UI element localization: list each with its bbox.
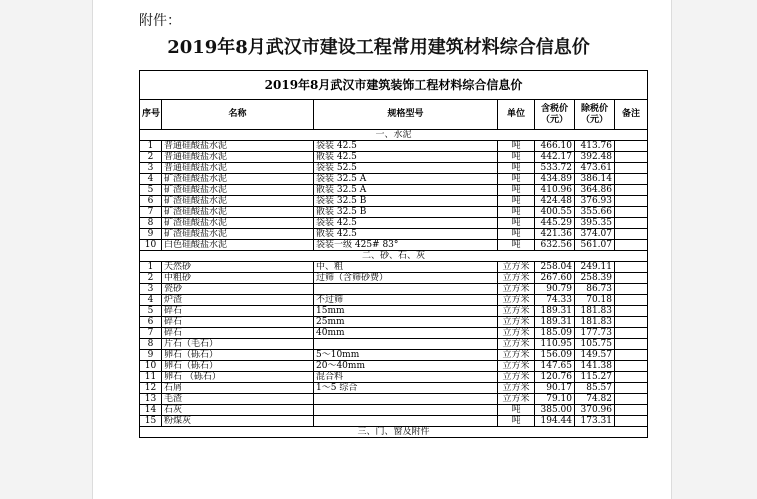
cell-price-tax: 189.31 bbox=[535, 317, 575, 328]
cell-no: 5 bbox=[140, 185, 162, 196]
cell-name: 碎石 bbox=[162, 328, 314, 339]
table-body bbox=[140, 130, 648, 438]
cell-spec: 1～5 综合 bbox=[314, 383, 498, 394]
cell-remark bbox=[615, 306, 648, 317]
table-row bbox=[140, 240, 648, 251]
cell-name: 普通硅酸盐水泥 bbox=[162, 163, 314, 174]
header-price-tax: 含税价（元） bbox=[535, 100, 575, 130]
cell-unit: 立方米 bbox=[498, 339, 535, 350]
cell-name: 毛渣 bbox=[162, 394, 314, 405]
table-row bbox=[140, 317, 648, 328]
cell-unit: 吨 bbox=[498, 207, 535, 218]
cell-price-notax: 141.38 bbox=[575, 361, 615, 372]
cell-name: 天然砂 bbox=[162, 262, 314, 273]
cell-price-notax: 395.35 bbox=[575, 218, 615, 229]
cell-no: 1 bbox=[140, 141, 162, 152]
table-row bbox=[140, 361, 648, 372]
cell-price-notax: 355.66 bbox=[575, 207, 615, 218]
table-row bbox=[140, 262, 648, 273]
table-row bbox=[140, 152, 648, 163]
cell-price-notax: 364.86 bbox=[575, 185, 615, 196]
cell-spec: 不过筛 bbox=[314, 295, 498, 306]
cell-price-notax: 85.57 bbox=[575, 383, 615, 394]
table-row bbox=[140, 339, 648, 350]
table-row bbox=[140, 185, 648, 196]
cell-spec: 过筛（含筛砂费） bbox=[314, 273, 498, 284]
cell-price-notax: 561.07 bbox=[575, 240, 615, 251]
cell-no: 3 bbox=[140, 163, 162, 174]
cell-no: 9 bbox=[140, 350, 162, 361]
cell-price-notax: 181.83 bbox=[575, 306, 615, 317]
header-price-notax: 除税价（元） bbox=[575, 100, 615, 130]
cell-unit: 吨 bbox=[498, 416, 535, 427]
cell-price-tax: 90.17 bbox=[535, 383, 575, 394]
price-table bbox=[139, 70, 648, 438]
cell-spec: 散装 32.5 B bbox=[314, 207, 498, 218]
cell-unit: 立方米 bbox=[498, 350, 535, 361]
cell-price-tax: 400.55 bbox=[535, 207, 575, 218]
cell-price-notax: 74.82 bbox=[575, 394, 615, 405]
cell-price-notax: 413.76 bbox=[575, 141, 615, 152]
cell-unit: 吨 bbox=[498, 152, 535, 163]
cell-remark bbox=[615, 361, 648, 372]
cell-spec: 中、粗 bbox=[314, 262, 498, 273]
cell-unit: 立方米 bbox=[498, 295, 535, 306]
table-title: 2019年8月武汉市建筑装饰工程材料综合信息价 bbox=[140, 71, 648, 100]
cell-no: 6 bbox=[140, 196, 162, 207]
cell-name: 卵石 （砾石） bbox=[162, 372, 314, 383]
cell-price-notax: 249.11 bbox=[575, 262, 615, 273]
cell-name: 矿渣硅酸盐水泥 bbox=[162, 207, 314, 218]
cell-price-tax: 466.10 bbox=[535, 141, 575, 152]
cell-name: 粉煤灰 bbox=[162, 416, 314, 427]
cell-no: 4 bbox=[140, 295, 162, 306]
table-row bbox=[140, 306, 648, 317]
cell-remark bbox=[615, 273, 648, 284]
table-row bbox=[140, 163, 648, 174]
cell-unit: 立方米 bbox=[498, 328, 535, 339]
cell-spec: 袋装 52.5 bbox=[314, 163, 498, 174]
cell-unit: 吨 bbox=[498, 141, 535, 152]
header-unit: 单位 bbox=[498, 100, 535, 130]
cell-remark bbox=[615, 416, 648, 427]
header-name: 名称 bbox=[162, 100, 314, 130]
cell-spec: 散装 32.5 A bbox=[314, 185, 498, 196]
cell-no: 7 bbox=[140, 207, 162, 218]
cell-spec: 40mm bbox=[314, 328, 498, 339]
cell-spec bbox=[314, 405, 498, 416]
cell-price-notax: 473.61 bbox=[575, 163, 615, 174]
cell-unit: 立方米 bbox=[498, 284, 535, 295]
cell-price-notax: 258.39 bbox=[575, 273, 615, 284]
cell-remark bbox=[615, 405, 648, 416]
cell-name: 石灰 bbox=[162, 405, 314, 416]
cell-spec: 20～40mm bbox=[314, 361, 498, 372]
cell-spec: 袋装一级 425# 83° bbox=[314, 240, 498, 251]
cell-remark bbox=[615, 163, 648, 174]
cell-name: 矿渣硅酸盐水泥 bbox=[162, 174, 314, 185]
cell-name: 中粗砂 bbox=[162, 273, 314, 284]
cell-remark bbox=[615, 372, 648, 383]
cell-price-tax: 632.56 bbox=[535, 240, 575, 251]
table-row bbox=[140, 350, 648, 361]
cell-price-tax: 445.29 bbox=[535, 218, 575, 229]
cell-unit: 立方米 bbox=[498, 394, 535, 405]
cell-price-notax: 376.93 bbox=[575, 196, 615, 207]
section-row bbox=[140, 251, 648, 262]
cell-spec bbox=[314, 284, 498, 295]
cell-remark bbox=[615, 196, 648, 207]
cell-price-tax: 410.96 bbox=[535, 185, 575, 196]
cell-remark bbox=[615, 262, 648, 273]
table-row bbox=[140, 383, 648, 394]
cell-name: 矿渣硅酸盐水泥 bbox=[162, 185, 314, 196]
cell-no: 6 bbox=[140, 317, 162, 328]
table-row bbox=[140, 405, 648, 416]
cell-remark bbox=[615, 328, 648, 339]
cell-price-notax: 392.48 bbox=[575, 152, 615, 163]
cell-price-tax: 90.79 bbox=[535, 284, 575, 295]
cell-name: 白色硅酸盐水泥 bbox=[162, 240, 314, 251]
cell-name: 碎石 bbox=[162, 306, 314, 317]
cell-remark bbox=[615, 394, 648, 405]
cell-remark bbox=[615, 350, 648, 361]
cell-price-tax: 194.44 bbox=[535, 416, 575, 427]
attachment-label: 附件： bbox=[139, 13, 181, 29]
cell-unit: 立方米 bbox=[498, 372, 535, 383]
table-row bbox=[140, 207, 648, 218]
cell-spec: 5～10mm bbox=[314, 350, 498, 361]
cell-spec: 25mm bbox=[314, 317, 498, 328]
cell-remark bbox=[615, 185, 648, 196]
cell-spec: 15mm bbox=[314, 306, 498, 317]
cell-spec: 袋装 32.5 A bbox=[314, 174, 498, 185]
cell-price-tax: 120.76 bbox=[535, 372, 575, 383]
cell-no: 3 bbox=[140, 284, 162, 295]
cell-remark bbox=[615, 339, 648, 350]
cell-remark bbox=[615, 295, 648, 306]
cell-price-tax: 533.72 bbox=[535, 163, 575, 174]
cell-remark bbox=[615, 229, 648, 240]
cell-spec bbox=[314, 339, 498, 350]
cell-unit: 吨 bbox=[498, 185, 535, 196]
cell-price-notax: 115.27 bbox=[575, 372, 615, 383]
cell-spec: 散装 42.5 bbox=[314, 152, 498, 163]
cell-price-tax: 434.89 bbox=[535, 174, 575, 185]
cell-no: 8 bbox=[140, 339, 162, 350]
cell-name: 碎石 bbox=[162, 317, 314, 328]
section-row bbox=[140, 427, 648, 438]
cell-unit: 立方米 bbox=[498, 273, 535, 284]
cell-price-notax: 386.14 bbox=[575, 174, 615, 185]
cell-price-tax: 147.65 bbox=[535, 361, 575, 372]
cell-price-tax: 189.31 bbox=[535, 306, 575, 317]
section-title: 一、水泥 bbox=[140, 130, 648, 141]
cell-no: 13 bbox=[140, 394, 162, 405]
cell-price-tax: 185.09 bbox=[535, 328, 575, 339]
cell-name: 炉渣 bbox=[162, 295, 314, 306]
cell-remark bbox=[615, 141, 648, 152]
section-title: 三、门、窗及附件 bbox=[140, 427, 648, 438]
cell-price-tax: 421.36 bbox=[535, 229, 575, 240]
cell-unit: 吨 bbox=[498, 218, 535, 229]
cell-name: 瓷砂 bbox=[162, 284, 314, 295]
cell-price-notax: 105.75 bbox=[575, 339, 615, 350]
cell-price-notax: 181.83 bbox=[575, 317, 615, 328]
cell-spec: 散装 42.5 bbox=[314, 229, 498, 240]
cell-no: 8 bbox=[140, 218, 162, 229]
table-row bbox=[140, 141, 648, 152]
table-row bbox=[140, 174, 648, 185]
cell-price-tax: 258.04 bbox=[535, 262, 575, 273]
cell-unit: 吨 bbox=[498, 174, 535, 185]
cell-price-tax: 385.00 bbox=[535, 405, 575, 416]
table-row bbox=[140, 372, 648, 383]
cell-no: 5 bbox=[140, 306, 162, 317]
section-title: 二、砂、石、灰 bbox=[140, 251, 648, 262]
cell-name: 矿渣硅酸盐水泥 bbox=[162, 229, 314, 240]
table-row bbox=[140, 218, 648, 229]
cell-unit: 立方米 bbox=[498, 317, 535, 328]
cell-price-notax: 177.73 bbox=[575, 328, 615, 339]
cell-spec: 袋装 32.5 B bbox=[314, 196, 498, 207]
cell-remark bbox=[615, 240, 648, 251]
cell-name: 卵石（砾石） bbox=[162, 350, 314, 361]
header-remark: 备注 bbox=[615, 100, 648, 130]
cell-price-tax: 79.10 bbox=[535, 394, 575, 405]
cell-name: 卵石（砾石） bbox=[162, 361, 314, 372]
header-no: 序号 bbox=[140, 100, 162, 130]
cell-price-notax: 374.07 bbox=[575, 229, 615, 240]
cell-price-tax: 424.48 bbox=[535, 196, 575, 207]
header-spec: 规格型号 bbox=[314, 100, 498, 130]
cell-remark bbox=[615, 174, 648, 185]
cell-no: 7 bbox=[140, 328, 162, 339]
cell-unit: 立方米 bbox=[498, 306, 535, 317]
cell-name: 矿渣硅酸盐水泥 bbox=[162, 196, 314, 207]
cell-unit: 立方米 bbox=[498, 361, 535, 372]
table-row bbox=[140, 273, 648, 284]
cell-unit: 吨 bbox=[498, 196, 535, 207]
cell-no: 10 bbox=[140, 361, 162, 372]
document-title: 2019年8月武汉市建设工程常用建筑材料综合信息价 bbox=[167, 37, 590, 58]
cell-remark bbox=[615, 383, 648, 394]
table-row bbox=[140, 229, 648, 240]
section-row bbox=[140, 130, 648, 141]
table-row bbox=[140, 328, 648, 339]
cell-spec: 袋装 42.5 bbox=[314, 218, 498, 229]
cell-price-tax: 110.95 bbox=[535, 339, 575, 350]
cell-unit: 吨 bbox=[498, 405, 535, 416]
cell-remark bbox=[615, 284, 648, 295]
cell-unit: 立方米 bbox=[498, 383, 535, 394]
cell-unit: 吨 bbox=[498, 229, 535, 240]
table-row bbox=[140, 416, 648, 427]
cell-remark bbox=[615, 207, 648, 218]
cell-spec: 混合料 bbox=[314, 372, 498, 383]
cell-price-tax: 267.60 bbox=[535, 273, 575, 284]
cell-name: 矿渣硅酸盐水泥 bbox=[162, 218, 314, 229]
cell-no: 1 bbox=[140, 262, 162, 273]
cell-no: 9 bbox=[140, 229, 162, 240]
cell-price-notax: 370.96 bbox=[575, 405, 615, 416]
cell-no: 11 bbox=[140, 372, 162, 383]
cell-remark bbox=[615, 218, 648, 229]
cell-price-tax: 442.17 bbox=[535, 152, 575, 163]
cell-unit: 立方米 bbox=[498, 262, 535, 273]
table-header-row bbox=[140, 100, 648, 130]
table-row bbox=[140, 196, 648, 207]
table-row bbox=[140, 295, 648, 306]
cell-price-tax: 74.33 bbox=[535, 295, 575, 306]
table-row bbox=[140, 284, 648, 295]
cell-price-notax: 70.18 bbox=[575, 295, 615, 306]
cell-remark bbox=[615, 152, 648, 163]
cell-spec: 袋装 42.5 bbox=[314, 141, 498, 152]
cell-spec bbox=[314, 416, 498, 427]
cell-unit: 吨 bbox=[498, 240, 535, 251]
cell-price-notax: 173.31 bbox=[575, 416, 615, 427]
cell-no: 12 bbox=[140, 383, 162, 394]
cell-remark bbox=[615, 317, 648, 328]
cell-no: 2 bbox=[140, 273, 162, 284]
cell-name: 片石（毛石） bbox=[162, 339, 314, 350]
cell-no: 4 bbox=[140, 174, 162, 185]
cell-no: 15 bbox=[140, 416, 162, 427]
cell-no: 14 bbox=[140, 405, 162, 416]
cell-no: 10 bbox=[140, 240, 162, 251]
cell-name: 普通硅酸盐水泥 bbox=[162, 152, 314, 163]
cell-name: 石屑 bbox=[162, 383, 314, 394]
cell-spec bbox=[314, 394, 498, 405]
cell-name: 普通硅酸盐水泥 bbox=[162, 141, 314, 152]
cell-unit: 吨 bbox=[498, 163, 535, 174]
cell-price-tax: 156.09 bbox=[535, 350, 575, 361]
table-row bbox=[140, 394, 648, 405]
cell-no: 2 bbox=[140, 152, 162, 163]
cell-price-notax: 86.73 bbox=[575, 284, 615, 295]
cell-price-notax: 149.57 bbox=[575, 350, 615, 361]
